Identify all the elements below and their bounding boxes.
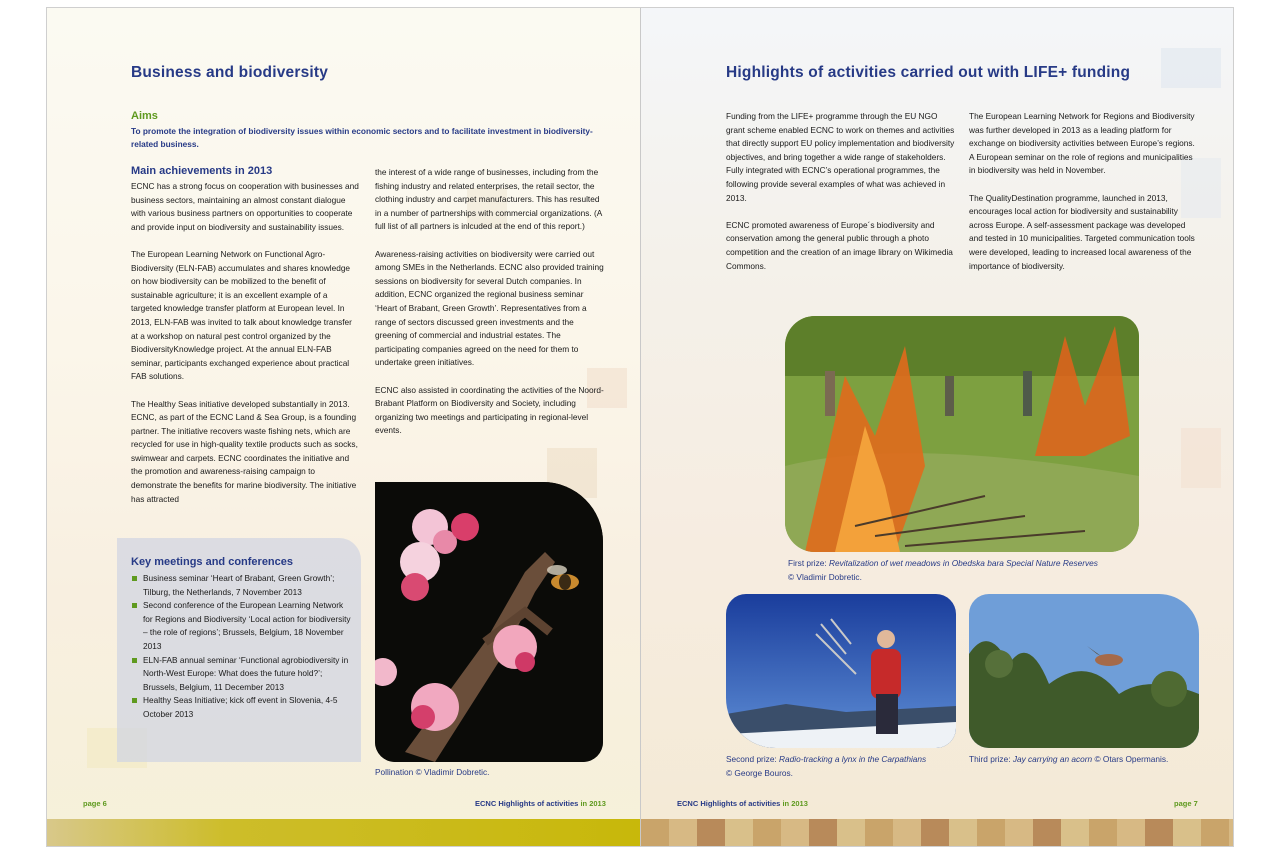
footer-page-number: page 6: [83, 799, 107, 808]
paragraph: ECNC promoted awareness of Europe´s biodiversity and conservation among the general public through a photo competition and the creation of an image library on Wikimedia Commons.: [726, 219, 953, 271]
page-title: Highlights of activities carried out with LIFE+ funding: [726, 64, 1131, 81]
list-item: Business seminar ‘Heart of Brabant, Green Growth’; Tilburg, the Netherlands, 7 November 2013: [131, 572, 353, 599]
footer-band: [47, 819, 641, 847]
paragraph: The European Learning Network on Functional Agro-Biodiversity (ELN-FAB) accumulates and shares knowledge on how biodiversity can be mobilized to the benefit of sustainable agriculture; it is an excellent example of a targeted knowledge transfer platform at European level. In 2013, ELN-FAB was invited to talk about knowledge transfer at a workshop on natural pest control organized by the BiodiversityKnowledge project. At the annual ELN-FAB seminar, participants exchanged experience about practical FAB solutions.: [131, 248, 352, 382]
footer-title: ECNC Highlights of activities in 2013: [677, 799, 808, 808]
paragraph: The Healthy Seas initiative developed substantially in 2013. ECNC, as part of the ECNC Land & Sea Group, is a founding partner. The initiative recovers waste fishing nets, which are recycled for use in high-quality textile products such as socks, swimwear and carpets. ECNC coordinates the initiative and the promotion and awareness-raising campaign to demonstrate the benefits for marine biodiversity. The initiative has attracted: [131, 398, 358, 504]
paragraph: ECNC also assisted in coordinating the activities of the Noord-Brabant Platform on Biodiversity and Society, including organizing two meetings and participating in regional-level events.: [375, 384, 604, 436]
paragraph: The European Learning Network for Regions and Biodiversity was further developed in 2013 as a leading platform for exchange on biodiversity activities between Europe’s regions. A European seminar on the role of regions and municipalities in biodiversity was held in November.: [969, 111, 1195, 176]
meetings-list: [131, 572, 353, 722]
second-prize-photo: [726, 594, 956, 748]
burning-meadow-image: [785, 316, 1139, 552]
right-column-2: [969, 110, 1201, 287]
first-prize-caption: First prize: Revitalization of wet meadows in Obedska bara Special Nature Reserves © Vladimir Dobretic.: [788, 558, 1098, 582]
list-item: Second conference of the European Learning Network for Regions and Biodiversity ‘Local action for biodiversity – the role of regions’; Brussels, Belgium, 18 November 2013: [131, 599, 353, 653]
footer-page-number: page 7: [1174, 799, 1198, 808]
meetings-heading: Key meetings and conferences: [131, 556, 294, 568]
footer-title: ECNC Highlights of activities in 2013: [475, 799, 606, 808]
aims-text: To promote the integration of biodiversity issues within economic sectors and to facilitate investment in biodiversity-related business.: [131, 126, 593, 149]
left-page: [47, 8, 641, 847]
footer-band: [641, 819, 1234, 847]
first-prize-photo: [785, 316, 1139, 552]
pollination-photo: [375, 482, 603, 762]
paragraph: the interest of a wide range of businesses, including from the fishing industry and related enterprises, the retail sector, the clothing industry and carpet manufacturers. This has resulted in a number of partnerships with commercial organizations. (A full list of all partners is inlcuded at the end of this report.): [375, 167, 602, 232]
aims-heading: Aims: [131, 110, 158, 122]
paragraph: Awareness-raising activities on biodiversity were carried out among SMEs in the Netherlands. ECNC also provided training sessions on biodiversity for several Dutch companies. In addition, ECNC organized the regional business seminar ‘Heart of Brabant, Green Growth’. Representatives from a range of sectors discussed green investments and the greening of commercial and industrial estates. The participating companies agreed on the need for them to undertake green initiatives.: [375, 248, 604, 368]
third-prize-caption: Third prize: Jay carrying an acorn © Otars Opermanis.: [969, 754, 1169, 764]
page-title: Business and biodiversity: [131, 64, 329, 81]
right-column-1: [726, 110, 956, 287]
bee-blossom-image: [375, 482, 603, 762]
paragraph: ECNC has a strong focus on cooperation with businesses and business sectors, maintaining an almost constant dialogue with various business partners on opportunities to cooperate and provide input on biodiversity and sustainability issues.: [131, 181, 359, 232]
left-column-2: [375, 166, 607, 451]
jay-acorn-image: [969, 594, 1199, 748]
list-item: Healthy Seas Initiative; kick off event in Slovenia, 4-5 October 2013: [131, 694, 353, 721]
list-item: ELN-FAB annual seminar ‘Functional agrobiodiversity in North-West Europe: What does the future hold?’; Brussels, Belgium, 11 December 2013: [131, 654, 353, 695]
radio-tracking-image: [726, 594, 956, 748]
paragraph: Funding from the LIFE+ programme through the EU NGO grant scheme enabled ECNC to work on themes and activities that directly support EU policy implementation and biodiversity objectives, and bring together a wide range of stakeholders. Fully integrated with ECNC’s operational programmes, the following provide several examples of what was achieved in 2013.: [726, 111, 955, 203]
second-prize-caption: Second prize: Radio-tracking a lynx in the Carpathians © George Bouros.: [726, 754, 927, 778]
report-spread: [46, 7, 1234, 847]
paragraph: The QualityDestination programme, launched in 2013, encourages local action for biodiversity and sustainability across Europe. A self-assessment package was developed and tested in 10 municipalities. Targeted communication tools were developed, leading to increased local awareness of the importance of biodiversity.: [969, 192, 1195, 271]
left-column-1: [131, 180, 359, 520]
achievements-heading: Main achievements in 2013: [131, 165, 273, 177]
key-meetings-box: [117, 538, 361, 762]
photo-caption: Pollination © Vladimir Dobretic.: [375, 767, 490, 777]
right-page: [641, 8, 1234, 847]
third-prize-photo: [969, 594, 1199, 748]
